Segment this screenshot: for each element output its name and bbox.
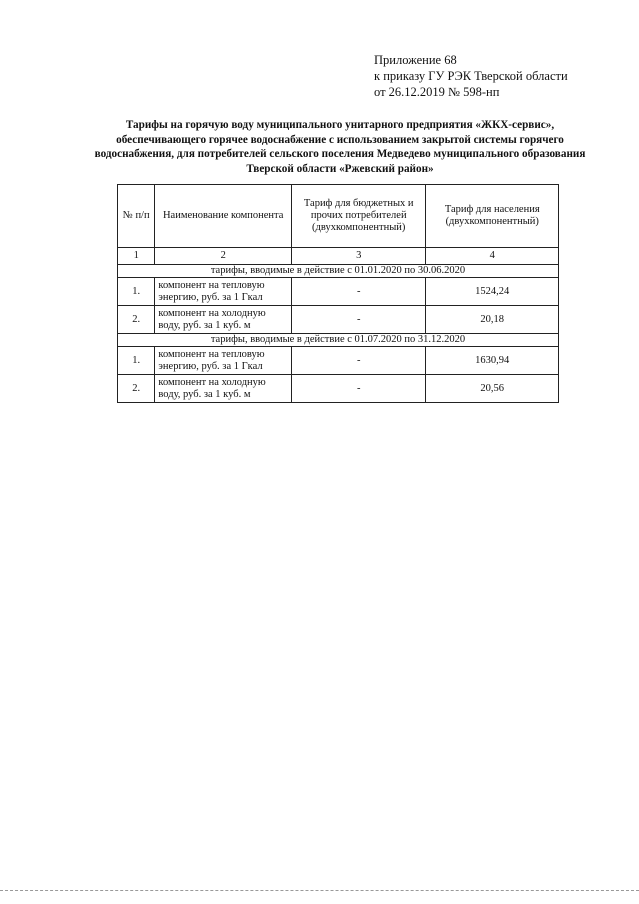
appendix-date: от 26.12.2019 № 598-нп [374,85,500,99]
appendix-reference [374,52,568,100]
table-header-row [118,185,559,248]
table-row [118,278,559,306]
row-name: компонент на холодную воду, руб. за 1 куб. м [155,306,292,334]
row-population: 20,56 [426,375,559,403]
row-population: 1524,24 [426,278,559,306]
row-budget: - [291,347,426,375]
table-row [118,306,559,334]
row-name: компонент на тепловую энергию, руб. за 1 Гкал [155,347,292,375]
header-population: Тариф для населения (двухкомпонентный) [426,185,559,248]
header-num: № п/п [118,185,155,248]
row-population: 1630,94 [426,347,559,375]
row-name: компонент на тепловую энергию, руб. за 1 Гкал [155,278,292,306]
appendix-number: Приложение 68 [374,53,457,67]
appendix-order: к приказу ГУ РЭК Тверской области [374,69,568,83]
title-line: Тарифы на горячую воду муниципального унитарного предприятия «ЖКХ-сервис», [125,119,555,131]
title-line: Тверской области «Ржевский район» [246,162,434,175]
table-row [118,347,559,375]
header-budget: Тариф для бюджетных и прочих потребителей (двухкомпонентный) [291,185,426,248]
period-label: тарифы, вводимые в действие с 01.01.2020 по 30.06.2020 [118,265,559,278]
row-budget: - [291,375,426,403]
table-row [118,375,559,403]
header-name: Наименование компонента [155,185,292,248]
column-number: 3 [291,248,426,265]
row-num: 2. [118,375,155,403]
row-name: компонент на холодную воду, руб. за 1 куб. м [155,375,292,403]
period-row [118,265,559,278]
row-budget: - [291,306,426,334]
period-label: тарифы, вводимые в действие с 01.07.2020 по 31.12.2020 [118,334,559,347]
column-number: 4 [426,248,559,265]
row-num: 1. [118,278,155,306]
column-number: 2 [155,248,292,265]
tariff-table [117,184,559,403]
document-title [80,118,600,176]
scan-edge-divider [0,890,639,892]
row-num: 2. [118,306,155,334]
title-line: водоснабжения, для потребителей сельского поселения Медведево муниципального образования [94,148,586,160]
column-number: 1 [118,248,155,265]
column-number-row [118,248,559,265]
row-budget: - [291,278,426,306]
row-num: 1. [118,347,155,375]
title-line: обеспечивающего горячее водоснабжение с использованием закрытой системы горячего [116,133,564,146]
period-row [118,334,559,347]
row-population: 20,18 [426,306,559,334]
